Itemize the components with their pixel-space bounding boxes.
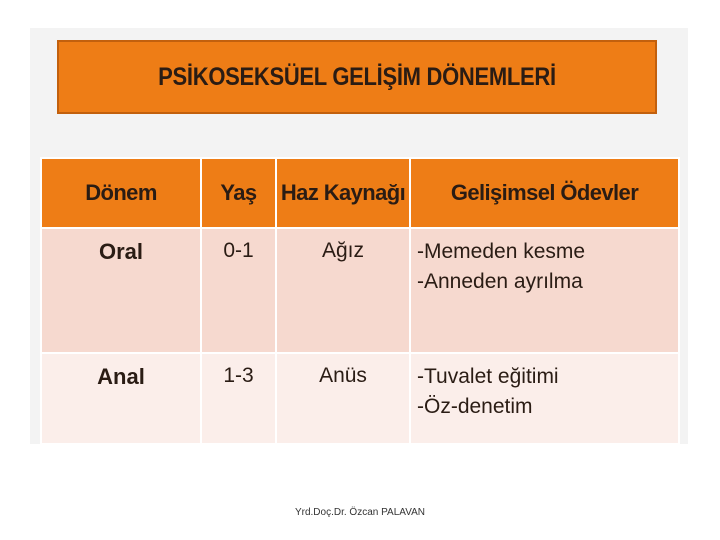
table-row <box>41 353 679 444</box>
cell-haz-kaynagi: Anüs <box>276 353 410 444</box>
table-row <box>41 228 679 353</box>
stages-table <box>40 157 680 445</box>
header-gelisimsel-odevler: Gelişimsel Ödevler <box>410 158 679 228</box>
cell-yas: 0-1 <box>201 228 276 353</box>
cell-yas: 1-3 <box>201 353 276 444</box>
header-yas: Yaş <box>201 158 276 228</box>
odev-item: -Memeden kesme <box>417 240 586 263</box>
footer-author: Yrd.Doç.Dr. Özcan PALAVAN <box>294 507 426 518</box>
cell-donem: Anal <box>41 353 201 444</box>
cell-odevler <box>410 228 679 353</box>
odev-item: -Öz-denetim <box>417 395 533 418</box>
title-bar <box>57 40 657 114</box>
table-header-row <box>41 158 679 228</box>
cell-odevler <box>410 353 679 444</box>
header-haz-kaynagi: Haz Kaynağı <box>276 158 410 228</box>
odev-item: -Tuvalet eğitimi <box>417 365 559 388</box>
cell-haz-kaynagi: Ağız <box>276 228 410 353</box>
odev-item: -Anneden ayrılma <box>417 270 583 293</box>
header-donem: Dönem <box>41 158 201 228</box>
cell-donem: Oral <box>41 228 201 353</box>
slide-title: PSİKOSEKSÜEL GELİŞİM DÖNEMLERİ <box>158 62 556 91</box>
